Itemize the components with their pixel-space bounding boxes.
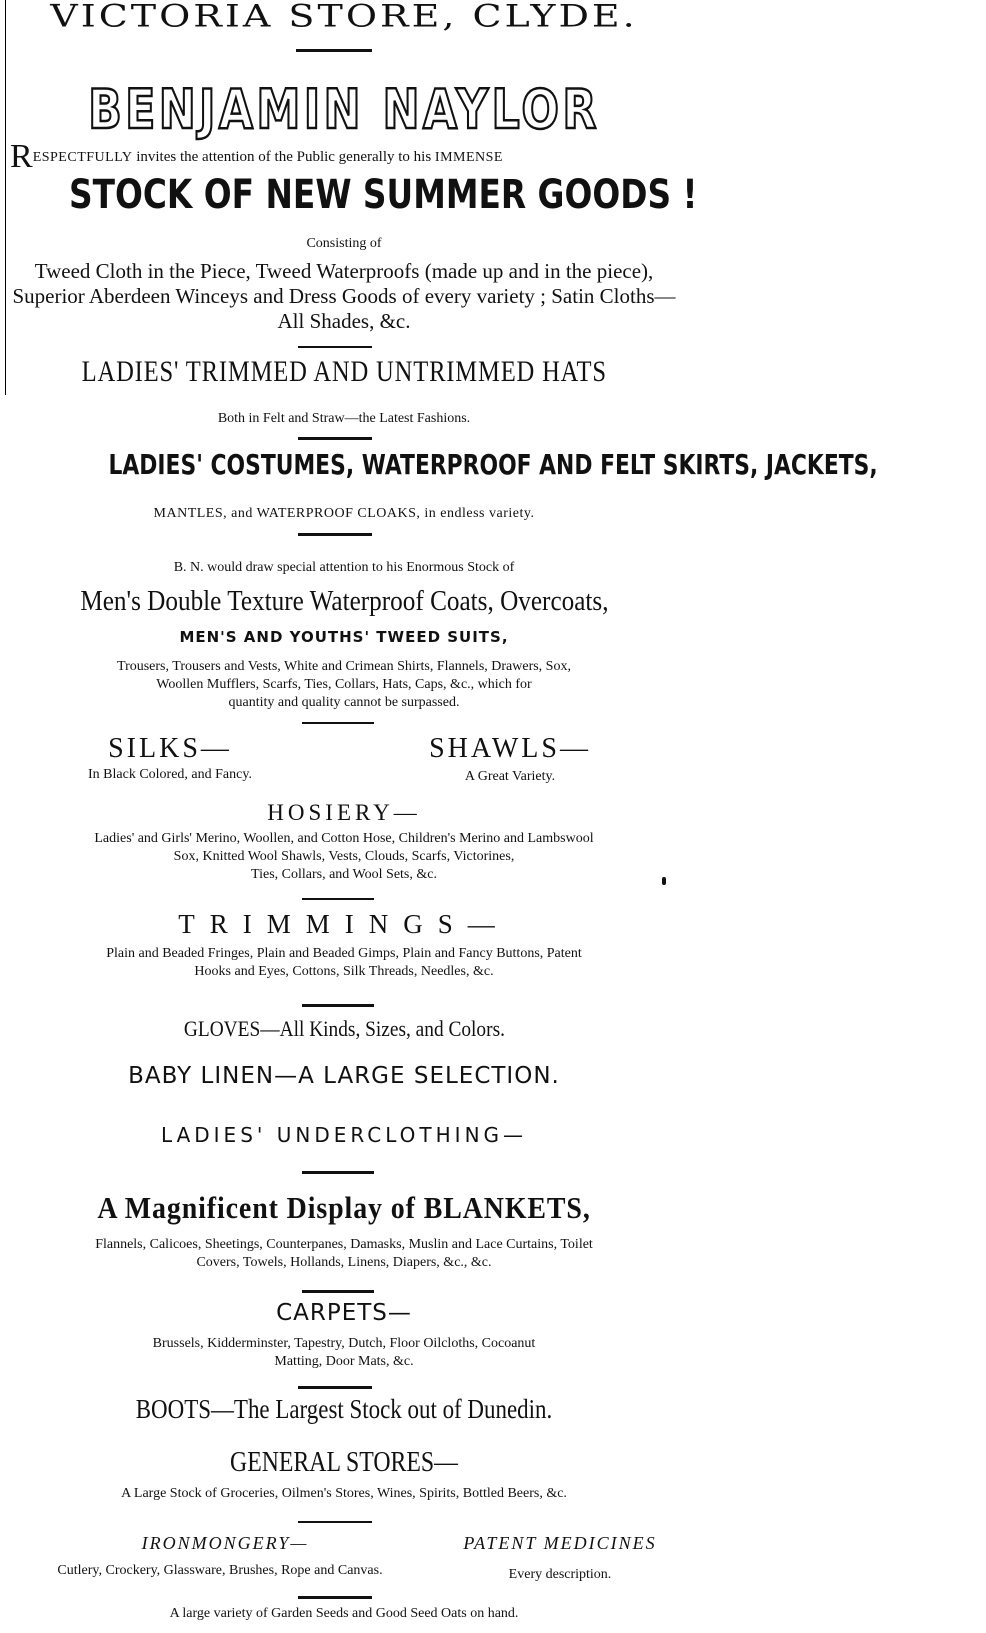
carpets-heading: CARPETS—	[276, 1300, 412, 1326]
hats-subtext: Both in Felt and Straw—the Latest Fashions.	[217, 411, 471, 426]
tweed-paragraph: Tweed Cloth in the Piece, Tweed Waterproofs (made up and in the piece), Superior Aberdeen Winceys and Dress Goods of every variety ; Satin Cloths—All Shades, &c.	[12, 259, 676, 333]
ink-speck	[662, 877, 666, 885]
divider-rule	[302, 1004, 374, 1007]
shawls-heading: SHAWLS—	[429, 733, 591, 764]
divider-rule	[298, 1596, 372, 1599]
divider-rule	[298, 1521, 372, 1523]
divider-rule	[298, 437, 372, 440]
divider-rule	[302, 1290, 374, 1293]
divider-rule	[302, 1171, 374, 1174]
ironmongery-list: Cutlery, Crockery, Glassware, Brushes, Rope and Canvas.	[57, 1563, 383, 1578]
carpets-list: Brussels, Kidderminster, Tapestry, Dutch, Floor Oilcloths, Cocoanut Matting, Door Mats, &c.	[152, 1336, 536, 1369]
boots-line: BOOTS—The Largest Stock out of Dunedin.	[135, 1394, 553, 1424]
store-masthead: VICTORIA STORE, CLYDE.	[50, 0, 638, 35]
proprietor-name: BENJAMIN NAYLOR	[88, 78, 600, 141]
intro-line: RESPECTFULLY invites the attention of the Public generally to his IMMENSE	[10, 138, 503, 175]
underclothing-line: LADIES' UNDERCLOTHING—	[160, 1123, 528, 1147]
shawls-subtext: A Great Variety.	[464, 769, 556, 784]
divider-rule	[298, 1386, 372, 1389]
trimmings-heading: TRIMMINGS—	[178, 909, 510, 939]
mens-heading: Men's Double Texture Waterproof Coats, Overcoats,	[79, 586, 609, 617]
costumes-heading: LADIES' COSTUMES, WATERPROOF AND FELT SKIRTS, JACKETS,	[108, 448, 878, 481]
main-headline: STOCK OF NEW SUMMER GOODS !	[68, 172, 698, 218]
general-stores-list: A Large Stock of Groceries, Oilmen's Stores, Wines, Spirits, Bottled Beers, &c.	[121, 1486, 567, 1501]
patent-medicines-heading: PATENT MEDICINES	[463, 1533, 657, 1553]
trimmings-list: Plain and Beaded Fringes, Plain and Beaded Gimps, Plain and Fancy Buttons, Patent Hooks and Eyes, Cottons, Silk Threads, Needles, &c.	[106, 946, 582, 979]
hosiery-list: Ladies' and Girls' Merino, Woollen, and Cotton Hose, Children's Merino and Lambswool Sox, Knitted Wool Shawls, Vests, Clouds, Scarfs, Victorines, Ties, Collars, and Wool Sets, &c.	[94, 831, 594, 882]
patent-medicines-subtext: Every description.	[508, 1567, 612, 1582]
costumes-subtext: MANTLES, and WATERPROOF CLOAKS, in endless variety.	[153, 506, 535, 521]
divider-rule	[302, 722, 374, 724]
divider-rule	[298, 533, 372, 536]
divider-rule	[296, 49, 372, 52]
consisting-label: Consisting of	[306, 236, 382, 251]
baby-linen-line: BABY LINEN—A LARGE SELECTION.	[128, 1063, 560, 1089]
general-stores-heading: GENERAL STORES—	[230, 1446, 458, 1478]
mens-list: Trousers, Trousers and Vests, White and Crimean Shirts, Flannels, Drawers, Sox, Woollen Mufflers, Scarfs, Ties, Collars, Hats, Caps, &c., which for quantity and quality cannot be surpassed.	[117, 659, 571, 710]
gloves-line: GLOVES—All Kinds, Sizes, and Colors.	[183, 1016, 505, 1041]
seeds-line: A large variety of Garden Seeds and Good Seed Oats on hand.	[169, 1606, 519, 1621]
blankets-heading: A Magnificent Display of BLANKETS,	[97, 1190, 591, 1225]
hats-heading: LADIES' TRIMMED AND UNTRIMMED HATS	[81, 355, 607, 388]
silks-heading: SILKS—	[108, 733, 232, 764]
drop-cap: R	[10, 138, 33, 175]
blankets-list: Flannels, Calicoes, Sheetings, Counterpanes, Damasks, Muslin and Lace Curtains, Toilet Covers, Towels, Hollands, Linens, Diapers, &c., &c.	[95, 1237, 593, 1270]
divider-rule	[298, 346, 372, 348]
mens-intro: B. N. would draw special attention to his Enormous Stock of	[173, 560, 515, 575]
silks-subtext: In Black Colored, and Fancy.	[88, 767, 252, 782]
ironmongery-heading: IRONMONGERY—	[141, 1533, 309, 1553]
divider-rule	[302, 898, 374, 900]
hosiery-heading: HOSIERY—	[267, 800, 421, 825]
mens-subheading: MEN'S AND YOUTHS' TWEED SUITS,	[179, 628, 509, 646]
